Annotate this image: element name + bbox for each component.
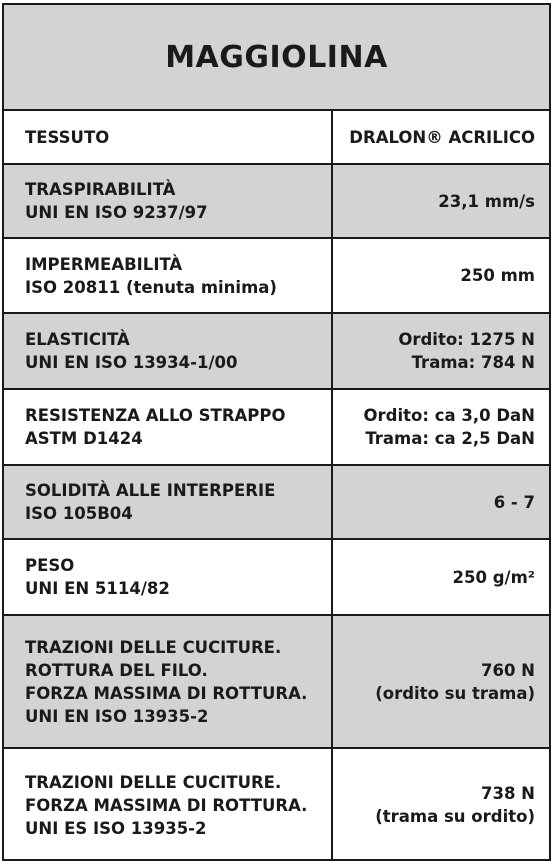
value-line: 6 - 7 bbox=[493, 492, 535, 512]
value-line: DRALON® ACRILICO bbox=[349, 127, 535, 147]
row-value bbox=[333, 239, 549, 312]
label-line: ASTM D1424 bbox=[25, 429, 143, 448]
label-line: RESISTENZA ALLO STRAPPO bbox=[25, 406, 286, 425]
value-line: 250 g/m² bbox=[452, 567, 535, 587]
label-line: TRASPIRABILITÀ bbox=[25, 180, 176, 199]
table-row-trazioni-ordito bbox=[4, 616, 549, 749]
table-row-impermeabilita bbox=[4, 239, 549, 314]
row-value bbox=[333, 466, 549, 538]
table-row-trazioni-trama bbox=[4, 749, 549, 861]
row-label bbox=[4, 111, 333, 163]
spec-sheet bbox=[2, 3, 551, 861]
label-line: TESSUTO bbox=[25, 127, 110, 147]
value-line: Ordito: 1275 N bbox=[398, 330, 535, 349]
label-line: FORZA MASSIMA DI ROTTURA. bbox=[25, 683, 308, 703]
label-line: UNI ES ISO 13935-2 bbox=[25, 818, 207, 838]
label-line: PESO bbox=[25, 556, 75, 575]
row-value bbox=[333, 540, 549, 614]
row-value bbox=[333, 314, 549, 388]
row-label bbox=[4, 466, 333, 538]
table-row-resistenza-strappo bbox=[4, 390, 549, 466]
value-line: Trama: 784 N bbox=[411, 353, 535, 372]
value-line: (ordito su trama) bbox=[375, 683, 535, 703]
label-line: TRAZIONI DELLE CUCITURE. bbox=[25, 637, 282, 657]
label-line: SOLIDITÀ ALLE INTERPERIE bbox=[25, 481, 276, 500]
row-value bbox=[333, 111, 549, 163]
label-line: TRAZIONI DELLE CUCITURE. bbox=[25, 772, 282, 792]
label-line: ISO 105B04 bbox=[25, 504, 133, 523]
row-value bbox=[333, 616, 549, 747]
value-line: Trama: ca 2,5 DaN bbox=[365, 429, 535, 448]
row-value bbox=[333, 390, 549, 464]
row-value bbox=[333, 165, 549, 237]
value-line: (trama su ordito) bbox=[375, 807, 535, 826]
label-line: UNI EN ISO 9237/97 bbox=[25, 203, 208, 222]
label-line: UNI EN ISO 13934-1/00 bbox=[25, 353, 238, 372]
table-row-elasticita bbox=[4, 314, 549, 390]
value-line: 250 mm bbox=[460, 266, 535, 285]
row-value bbox=[333, 749, 549, 861]
table-row-solidita bbox=[4, 466, 549, 540]
label-line: ROTTURA DEL FILO. bbox=[25, 660, 208, 680]
label-line: IMPERMEABILITÀ bbox=[25, 254, 183, 274]
label-line: ELASTICITÀ bbox=[25, 330, 130, 349]
row-label bbox=[4, 749, 333, 861]
row-label bbox=[4, 314, 333, 388]
row-label bbox=[4, 616, 333, 747]
value-line: Ordito: ca 3,0 DaN bbox=[363, 406, 535, 425]
row-label bbox=[4, 540, 333, 614]
label-line: FORZA MASSIMA DI ROTTURA. bbox=[25, 795, 308, 815]
label-line: UNI EN 5114/82 bbox=[25, 579, 170, 598]
value-line: 760 N bbox=[481, 660, 535, 680]
label-line: ISO 20811 (tenuta minima) bbox=[25, 277, 277, 297]
label-line: UNI EN ISO 13935-2 bbox=[25, 706, 209, 726]
product-title: MAGGIOLINA bbox=[4, 5, 549, 111]
value-line: 738 N bbox=[481, 784, 535, 803]
row-label bbox=[4, 239, 333, 312]
table-row-peso bbox=[4, 540, 549, 616]
row-label bbox=[4, 165, 333, 237]
row-label bbox=[4, 390, 333, 464]
value-line: 23,1 mm/s bbox=[438, 191, 535, 211]
table-row-tessuto bbox=[4, 111, 549, 165]
table-row-traspirabilita bbox=[4, 165, 549, 239]
